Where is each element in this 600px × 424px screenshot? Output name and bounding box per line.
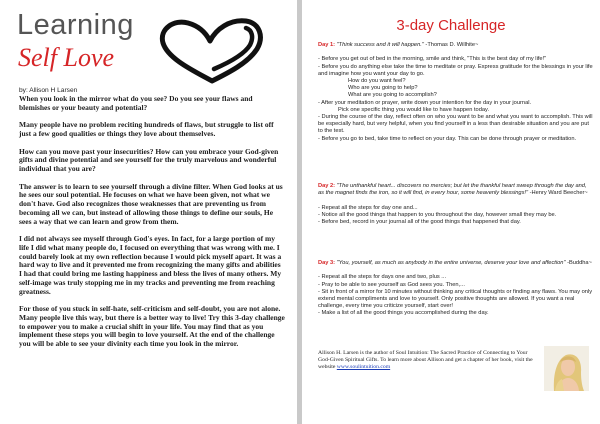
- day3-step: - Pray to be able to see yourself as God sees you. Then,...: [318, 281, 465, 288]
- left-page: [0, 0, 297, 424]
- author-bio: [318, 350, 536, 371]
- day1-step: - Before you get out of bed in the morning, smile and think, "This is the best day of my life!": [318, 56, 547, 63]
- right-page: [302, 0, 600, 424]
- paragraph: I did not always see myself through God's eyes. In fact, for a large portion of my life I did what many people do, I focused on everything that was wrong with me. I could barely look at my own reflection because I would pick myself apart. It was a hard way to live and it prevented me from recognizing the many gifts and abilities I had that could bring me lasting happiness and bless the lives of many others. My self-image was truly stopping me in my tracks and preventing me from reaching greatness.: [19, 234, 282, 296]
- paragraph: For those of you stuck in self-hate, self-criticism and self-doubt, you are not alone. Many people live this way, but there is a better way to live! Try this 3-day challenge to empower you to make a crucial shift in your life. You may find that as you implement these steps you will begin to love yourself. At the end of the challenge you will be able to see your divinity each time you look in the mirror.: [19, 304, 285, 348]
- day1-step: - After your meditation or prayer, write down your intention for the day in your journal.: [318, 99, 532, 106]
- paragraph: Many people have no problem reciting hundreds of flaws, but struggle to list off just a few good qualities or things they love about themselves.: [19, 120, 274, 138]
- day2-section: [318, 183, 594, 226]
- day2-author: -Henry Ward Beecher~: [528, 190, 588, 197]
- day1-step: Pick one specific thing you would like to have happen today.: [338, 106, 490, 113]
- day1-quote: "Think success and it will happen.": [335, 42, 424, 48]
- paragraph: The answer is to learn to see yourself through a divine filter. When God looks at us he sees our soul potential. He focuses on what we have been given, not what we don't have. God also recognizes those weaknesses that are preventing us from becoming all we can, but instead of allowing those things to define our souls, He sees a way that we can learn and grow from them.: [19, 181, 283, 226]
- day2-step: - Repeat all the steps for day one and...: [318, 204, 418, 211]
- day3-label: Day 3:: [318, 260, 336, 266]
- day1-author: -Thomas D. Willhite~: [423, 42, 479, 48]
- paragraph: How can you move past your insecurities? How can you embrace your God-given gifts and divine potential and see yourself for the truly marvelous and wonderful individual that you are?: [19, 146, 279, 173]
- heart-icon: [156, 15, 266, 87]
- day1-step: - During the course of the day, reflect often on who you want to be and what you want to accomplish. This will be especially hard, but very helpful, when you find yourself in a less than desirable situation and you are put to the test.: [318, 114, 593, 135]
- title-self-love: Self Love: [18, 43, 115, 72]
- day3-step: - Sit in front of a mirror for 10 minutes without thinking any critical thoughts or finding any flaws. You may only extend mental compliments and love to yourself. Only positive thoughts are allowed. If you want a real challenge, every time you criticize yourself, start over!: [318, 288, 593, 310]
- day1-question: What are you going to accomplish?: [348, 92, 437, 99]
- article-body: [19, 95, 285, 358]
- title-learning: Learning: [17, 9, 134, 41]
- day3-step: - Repeat all the steps for days one and two, plus ...: [318, 274, 447, 281]
- author-photo: [544, 346, 589, 391]
- day1-step: - Before you go to bed, take time to reflect on your day. This can be done through prayer or meditation.: [318, 135, 577, 142]
- day3-author: -Buddha~: [565, 260, 592, 266]
- paragraph: When you look in the mirror what do you see? Do you see your flaws and blemishes or your beauty and potential?: [19, 94, 253, 112]
- day2-label: Day 2:: [318, 183, 336, 189]
- day1-step: - Before you do anything else take the time to meditate or pray. Express gratitude for the blessings in your life and imagine how you want your day to go.: [318, 63, 593, 77]
- day3-step: - Make a list of all the good things you accomplished during the day.: [318, 310, 489, 317]
- day1-question: Who are you going to help?: [348, 85, 418, 92]
- day1-label: Day 1:: [318, 42, 336, 48]
- website-link[interactable]: www.soulintuition.com: [336, 364, 391, 371]
- day2-step: - Notice all the good things that happen to you throughout the day, however small they may be.: [318, 211, 557, 218]
- day2-step: - Before bed, record in your journal all of the good things that happened that day.: [318, 219, 521, 226]
- day1-question: How do you want feel?: [348, 78, 406, 85]
- bio-text: Allison H. Larsen is the author of Soul Intuition: The Sacred Practice of Connecting to Your God-Given Spiritual Gifts. To learn more about Allison and get a chapter of her book, visit the website: [318, 350, 533, 371]
- day3-quote: "You, yourself, as much as anybody in the entire universe, deserve your love and affection": [335, 260, 566, 266]
- byline: by: Allison H Larsen: [19, 87, 78, 94]
- day3-section: [318, 260, 594, 318]
- day1-section: [318, 42, 594, 143]
- day2-quote: "The unthankful heart... discovers no mercies; but let the thankful heart sweep through the day and, as the magnet finds the iron, so it will find, in every hour, some heavenly blessings!": [318, 183, 587, 197]
- challenge-title: 3-day Challenge: [396, 17, 506, 34]
